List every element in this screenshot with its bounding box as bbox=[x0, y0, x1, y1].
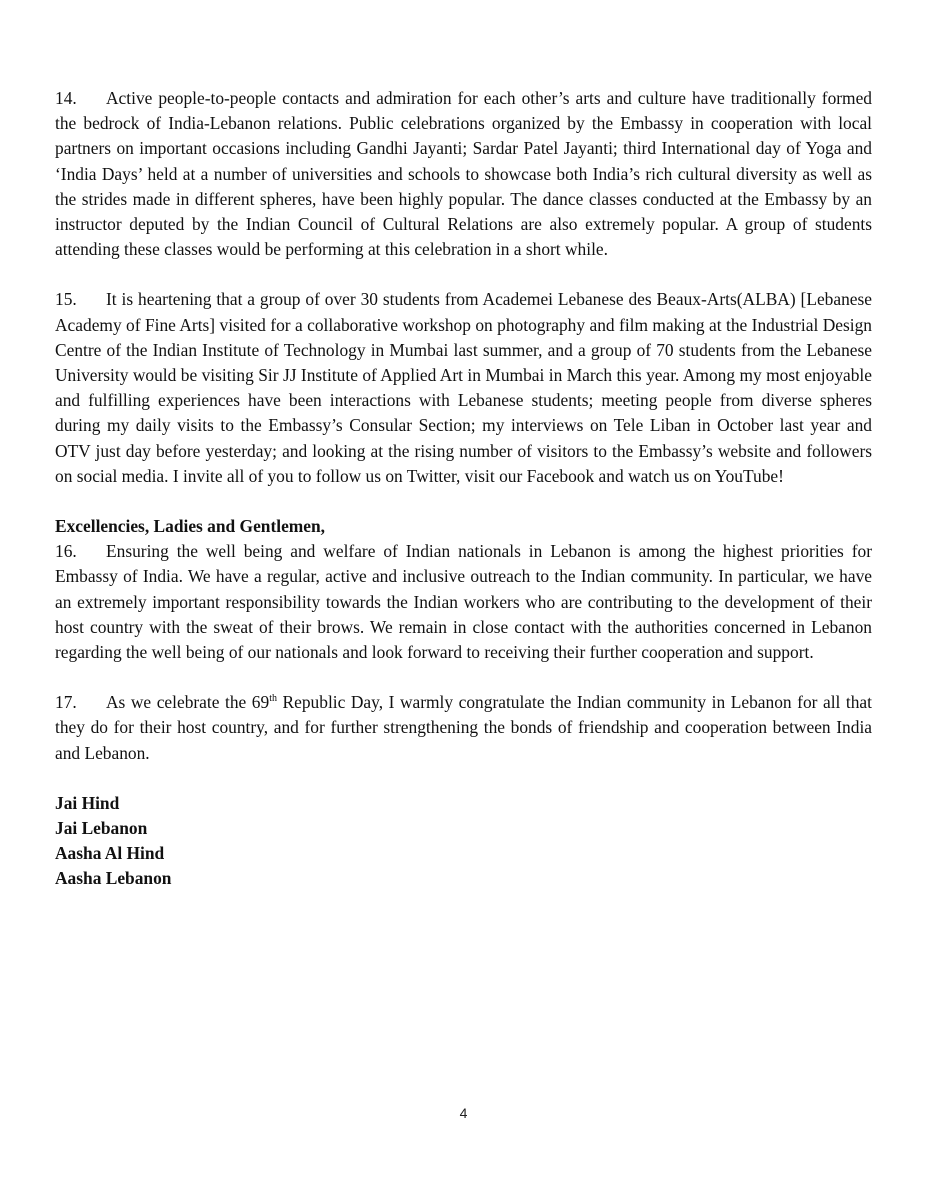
page-number: 4 bbox=[459, 1105, 468, 1121]
paragraph-number: 15. bbox=[55, 289, 77, 310]
ordinal-superscript: th bbox=[269, 693, 277, 705]
paragraph-text: Ensuring the well being and welfare of Indian nationals in Lebanon is among the highest priorities for Embassy of India. We have a regular, active and inclusive outreach to the Indian community. In particular, we have an extremely important responsibility towards the Indian workers who are contributing to the development of their host country with the sweat of their brows. We remain in close contact with the authorities concerned in Lebanon regarding the well being of our nationals and look forward to receiving their further cooperation and support. bbox=[55, 541, 872, 663]
paragraph-number: 17. bbox=[55, 692, 77, 713]
document-page bbox=[55, 86, 872, 892]
salutation-heading: Excellencies, Ladies and Gentlemen, bbox=[55, 516, 326, 537]
paragraph-number: 16. bbox=[55, 541, 77, 562]
closing-line: Aasha Al Hind bbox=[55, 843, 165, 864]
closing-line: Jai Hind bbox=[55, 792, 120, 813]
closing-line: Aasha Lebanon bbox=[55, 868, 172, 889]
paragraph-16 bbox=[55, 539, 872, 665]
closing-line: Jai Lebanon bbox=[55, 818, 148, 839]
paragraph-number: 14. bbox=[55, 88, 77, 108]
paragraph-text: It is heartening that a group of over 30 students from Academei Lebanese des Beaux-Arts(ALBA) [Lebanese Academy of Fine Arts] visited for a collaborative workshop on photography and film making at the Industrial Design Centre of the Indian Institute of Technology in Mumbai last summer, and a group of 70 students from the Lebanese University would be visiting Sir JJ Institute of Applied Art in Mumbai in March this year. Among my most enjoyable and fulfilling experiences have been interactions with Lebanese students; meeting people from diverse spheres during my daily visits to the Embassy’s Consular Section; my interviews on Tele Liban in October last year and OTV just day before yesterday; and looking at the rising number of visitors to the Embassy’s website and followers on social media. I invite all of you to follow us on Twitter, visit our Facebook and watch us on YouTube! bbox=[55, 289, 872, 486]
paragraph-15 bbox=[55, 287, 872, 489]
closing-lines bbox=[55, 791, 872, 892]
paragraph-text: Active people-to-people contacts and admiration for each other’s arts and culture have traditionally formed the bedrock of India-Lebanon relations. Public celebrations organized by the Embassy in cooperation with local partners on important occasions including Gandhi Jayanti; Sardar Patel Jayanti; third International day of Yoga and ‘India Days’ held at a number of universities and schools to showcase both India’s rich cultural diversity as well as the strides made in different spheres, have been highly popular. The dance classes conducted at the Embassy by an instructor deputed by the Indian Council of Cultural Relations are also extremely popular. A group of students attending these classes would be performing at this celebration in a short while. bbox=[55, 88, 872, 260]
paragraph-14 bbox=[55, 86, 872, 262]
paragraph-text-before: As we celebrate the 69 bbox=[106, 692, 270, 713]
paragraph-17 bbox=[55, 690, 872, 766]
paragraph-text-after: Republic Day, I warmly congratulate the Indian community in Lebanon for all that they do for their host country, and for further strengthening the bonds of friendship and cooperation between India and Lebanon. bbox=[55, 692, 872, 763]
